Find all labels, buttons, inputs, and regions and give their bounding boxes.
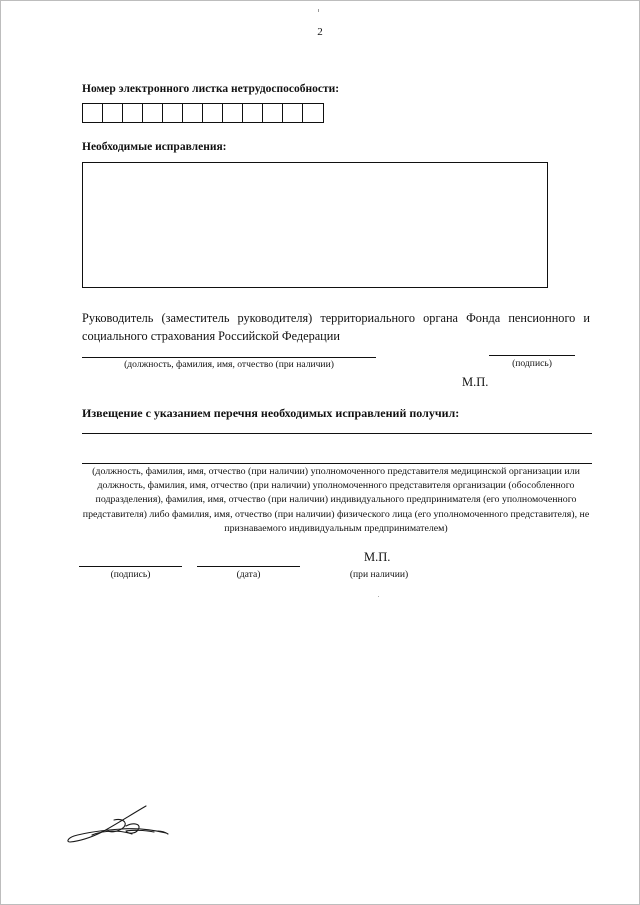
number-cell[interactable]: [163, 104, 183, 122]
sick-leave-number-label: Номер электронного листка нетрудоспособности:: [82, 83, 340, 95]
number-cell[interactable]: [223, 104, 243, 122]
number-cell[interactable]: [303, 104, 323, 122]
number-cell[interactable]: [83, 104, 103, 122]
head-official-text: Руководитель (заместитель руководителя) территориального органа Фонда пенсионного и социального страхования Российской Федерации: [82, 311, 590, 343]
number-cell[interactable]: [203, 104, 223, 122]
notice-line-1[interactable]: [82, 433, 592, 434]
number-cell[interactable]: [103, 104, 123, 122]
page-number: 2: [317, 26, 323, 38]
number-cell[interactable]: [123, 104, 143, 122]
scan-speck: [378, 596, 379, 597]
number-cell[interactable]: [283, 104, 303, 122]
notice-line-2[interactable]: [82, 463, 592, 464]
head-signature-caption: (подпись): [512, 358, 552, 369]
head-stamp-label: М.П.: [462, 375, 489, 389]
receipt-signature-line[interactable]: [79, 566, 182, 567]
scan-mark: [318, 9, 319, 12]
notice-caption: (должность, фамилия, имя, отчество (при наличии) уполномоченного представителя медицинской организации или должность, фамилия, имя, отчество (при наличии) уполномоченного представителя организации (обособленного подразделения), фамилия, имя, отчество (при наличии) индивидуального предпринимателя (его уполномоченного представителя) либо фамилия, имя, отчество (при наличии) физического лица (его уполномоченного представителя), не признаваемого индивидуальным предпринимателем): [82, 466, 590, 534]
corrections-box[interactable]: [82, 162, 548, 288]
sick-leave-number-cells[interactable]: [82, 103, 324, 123]
receipt-date-line[interactable]: [197, 566, 300, 567]
number-cell[interactable]: [143, 104, 163, 122]
number-cell[interactable]: [243, 104, 263, 122]
number-cell[interactable]: [263, 104, 283, 122]
handwritten-signature: [62, 800, 182, 848]
corrections-label: Необходимые исправления:: [82, 141, 227, 153]
number-cell[interactable]: [183, 104, 203, 122]
head-signature-line[interactable]: [489, 355, 575, 356]
position-line[interactable]: [82, 357, 376, 358]
receipt-stamp-label: М.П.: [364, 550, 391, 564]
receipt-signature-caption: (подпись): [110, 569, 151, 580]
notice-label: Извещение с указанием перечня необходимых исправлений получил:: [82, 406, 460, 420]
receipt-stamp-note: (при наличии): [349, 569, 409, 580]
position-caption: (должность, фамилия, имя, отчество (при наличии): [124, 359, 334, 370]
receipt-date-caption: (дата): [236, 569, 261, 580]
